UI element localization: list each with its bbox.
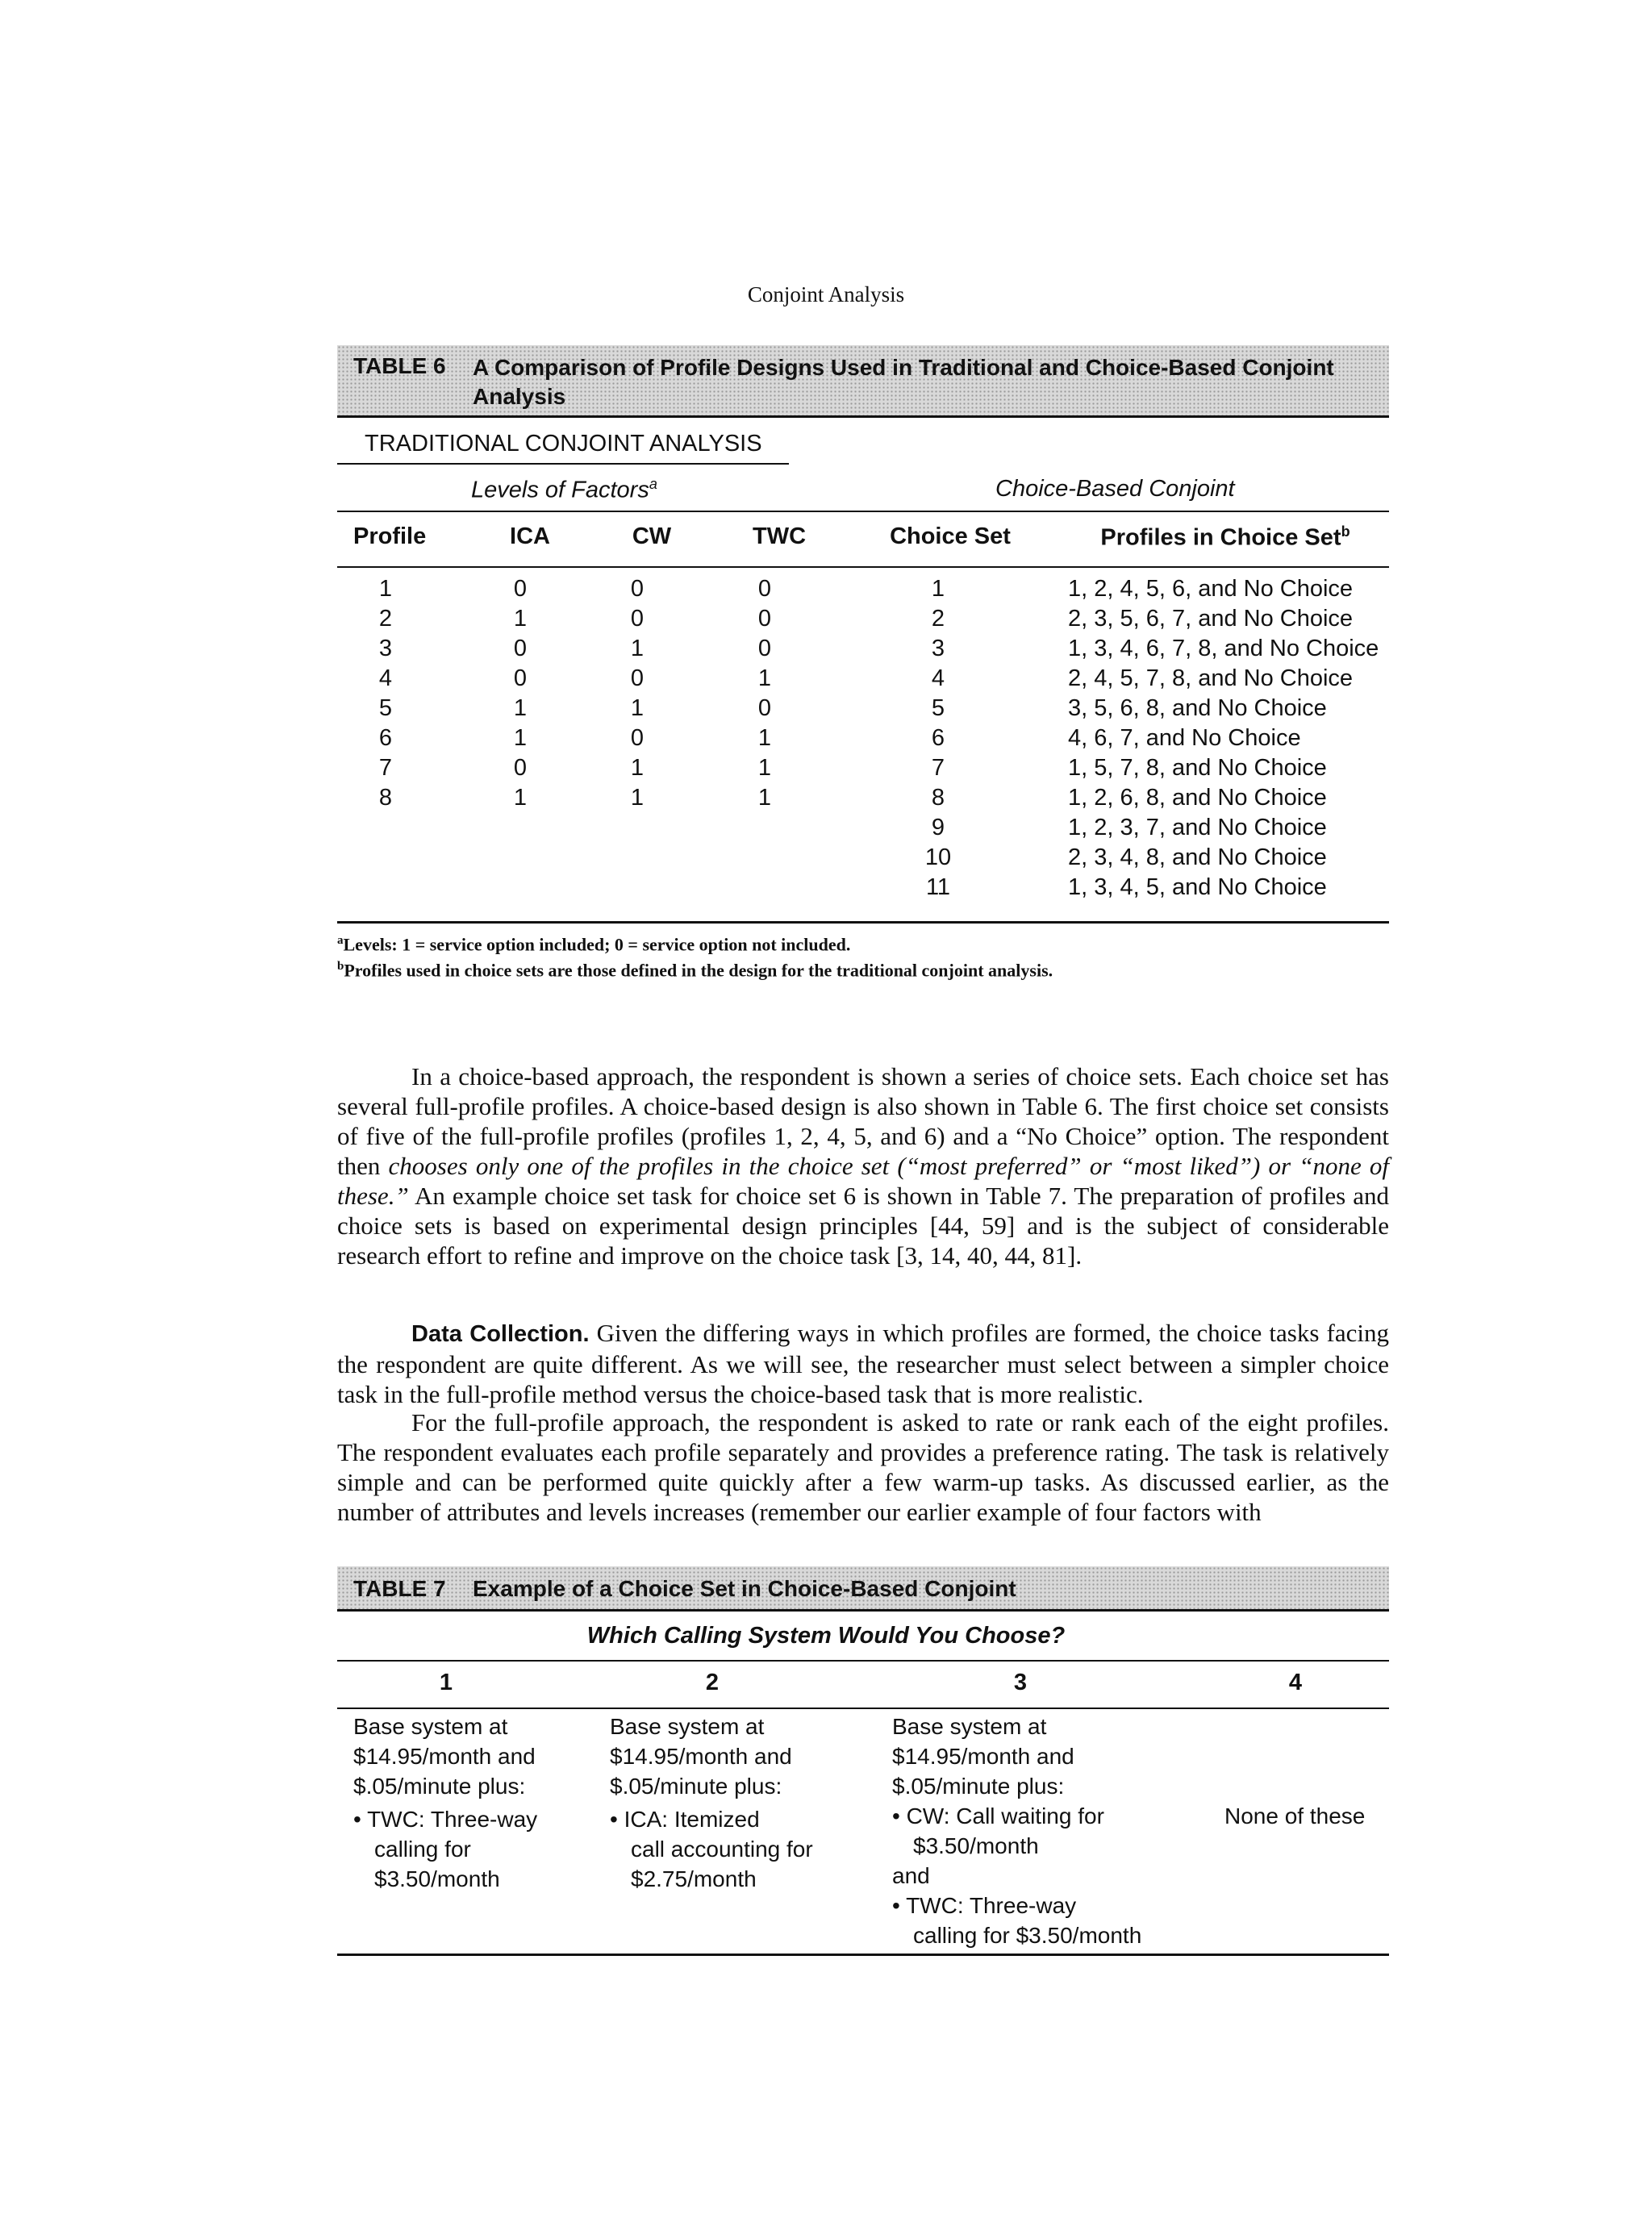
choice-set-profiles: 4, 6, 7, and No Choice (1068, 725, 1301, 751)
table6-caption-bar (337, 345, 1389, 418)
col-ica: ICA (510, 523, 550, 549)
trad-cell: 8 (378, 785, 393, 811)
choice-based-heading: Choice-Based Conjoint (995, 476, 1235, 502)
choice-set-number: 9 (931, 815, 945, 840)
choice-set-number: 10 (924, 844, 952, 870)
t7-col-4: 4 (1288, 1670, 1303, 1695)
paragraph-full-profile: For the full-profile approach, the respondent is asked to rate or rank each of the eight profiles. The respondent evaluates each profile separately and provides a preference rating. The task is relatively simple and can be performed quite quickly after a few warm-up tasks. As discussed earlier, as the number of attributes and levels increases (remember our earlier example of four factors with (337, 1408, 1389, 1526)
trad-cell: 1 (513, 785, 528, 811)
trad-cell: 0 (757, 606, 772, 632)
choice-set-profiles: 1, 3, 4, 6, 7, 8, and No Choice (1068, 636, 1379, 661)
trad-cell: 0 (513, 636, 528, 661)
choice-set-number: 6 (931, 725, 945, 751)
trad-cell: 1 (757, 665, 772, 691)
table7-title: Example of a Choice Set in Choice-Based Conjoint (473, 1576, 1016, 1601)
levels-heading: Levels of Factors$^a$ (471, 476, 657, 503)
choice-set-number: 7 (931, 755, 945, 781)
trad-cell: 0 (513, 576, 528, 602)
table7-caption-bar (337, 1566, 1389, 1612)
paragraph-choice-based: In a choice-based approach, the respondent is shown a series of choice sets. Each choice set has several full-profile profiles. A choice-based design is also shown in Table 6. The first choice set consists of five of the full-profile profiles (profiles 1, 2, 4, 5, and 6) and a “No Choice” option. The respondent then chooses only one of the profiles in the choice set (“most preferred” or “most liked”) or “none of these.” An example choice set task for choice set 6 is shown in Table 7. The preparation of profiles and choice sets is based on experimental design principles [44, 59] and is the subject of considerable research effort to refine and improve on the choice task [3, 14, 40, 44, 81]. (337, 1062, 1390, 1270)
trad-cell: 1 (630, 755, 645, 781)
col-profiles-in-choice-set: Profiles in Choice Set$^b$ (1100, 523, 1350, 551)
choice-set-profiles: 1, 2, 4, 5, 6, and No Choice (1068, 576, 1354, 602)
trad-cell: 1 (513, 725, 528, 751)
col-cw: CW (632, 523, 672, 549)
col-choice-set: Choice Set (890, 523, 1011, 549)
choice-set-profiles: 2, 3, 4, 8, and No Choice (1068, 844, 1327, 870)
t7-option-1: Base system at $14.95/month and $.05/minute plus: • TWC: Three-way calling for $3.50/month (353, 1714, 538, 1891)
table7-rule-upper (337, 1660, 1389, 1662)
choice-set-profiles: 3, 5, 6, 8, and No Choice (1068, 695, 1327, 721)
t7-option-4: None of these (1224, 1803, 1366, 1828)
trad-cell: 1 (757, 725, 772, 751)
trad-cell: 0 (513, 665, 528, 691)
trad-cell: 1 (630, 636, 645, 661)
footnote-b: $^b$Profiles used in choice sets are those defined in the design for the traditional conjoint analysis. (337, 960, 1053, 981)
choice-set-profiles: 1, 2, 3, 7, and No Choice (1068, 815, 1327, 840)
choice-set-number: 2 (931, 606, 945, 632)
header-rule-lower (337, 566, 1389, 568)
trad-cell: 1 (513, 695, 528, 721)
choice-set-number: 5 (931, 695, 945, 721)
table7-rule-mid (337, 1708, 1389, 1709)
footnote-a: $^a$Levels: 1 = service option included; 0 = service option not included. (337, 934, 851, 955)
trad-cell: 0 (630, 665, 645, 691)
traditional-heading: TRADITIONAL CONJOINT ANALYSIS (365, 431, 762, 457)
trad-cell: 0 (630, 725, 645, 751)
table6-title: A Comparison of Profile Designs Used in Traditional and Choice-Based Conjoint Analysis (473, 355, 1334, 409)
trad-cell: 1 (378, 576, 393, 602)
choice-set-profiles: 2, 3, 5, 6, 7, and No Choice (1068, 606, 1354, 632)
choice-set-number: 11 (925, 874, 951, 900)
table7-bottom-rule (337, 1954, 1389, 1956)
trad-cell: 5 (378, 695, 393, 721)
trad-cell: 1 (630, 695, 645, 721)
trad-cell: 1 (757, 785, 772, 811)
choice-set-profiles: 1, 3, 4, 5, and No Choice (1068, 874, 1327, 900)
choice-set-profiles: 1, 5, 7, 8, and No Choice (1068, 755, 1327, 781)
choice-set-profiles: 2, 4, 5, 7, 8, and No Choice (1068, 665, 1354, 691)
t7-option-3: Base system at $14.95/month and $.05/minute plus: • CW: Call waiting for $3.50/month and • TWC: Three-way calling for $3.50/month (892, 1714, 1142, 1948)
header-rule-upper (337, 511, 1389, 512)
trad-cell: 0 (757, 636, 772, 661)
trad-cell: 0 (630, 576, 645, 602)
choice-set-number: 1 (931, 576, 945, 602)
table6-number: TABLE 6 (353, 353, 446, 378)
t7-col-3: 3 (1013, 1670, 1028, 1695)
trad-cell: 1 (757, 755, 772, 781)
t7-col-2: 2 (705, 1670, 720, 1695)
choice-set-number: 8 (931, 785, 945, 811)
trad-cell: 6 (378, 725, 393, 751)
trad-cell: 1 (513, 606, 528, 632)
data-collection-heading: Data Collection. (411, 1321, 590, 1347)
choice-set-profiles: 1, 2, 6, 8, and No Choice (1068, 785, 1327, 811)
trad-cell: 4 (378, 665, 393, 691)
choice-set-number: 4 (931, 665, 945, 691)
trad-cell: 3 (378, 636, 393, 661)
traditional-rule (337, 463, 789, 465)
table7-subtitle: Which Calling System Would You Choose? (586, 1623, 1066, 1649)
trad-cell: 2 (378, 606, 393, 632)
table6-bottom-rule (337, 921, 1389, 924)
choice-set-number: 3 (931, 636, 945, 661)
trad-cell: 1 (630, 785, 645, 811)
col-profile: Profile (353, 523, 427, 549)
running-head: Conjoint Analysis (747, 282, 905, 306)
trad-cell: 0 (757, 576, 772, 602)
col-twc: TWC (752, 523, 807, 549)
paragraph-data-collection: Data Collection. Given the differing ways in which profiles are formed, the choice tasks facing the respondent are quite different. As we will see, the researcher must select between a simpler choice task in the full-profile method versus the choice-based task that is more realistic. (337, 1319, 1389, 1408)
table7-number: TABLE 7 (353, 1576, 446, 1601)
trad-cell: 0 (513, 755, 528, 781)
trad-cell: 0 (630, 606, 645, 632)
t7-col-1: 1 (439, 1670, 453, 1695)
trad-cell: 0 (757, 695, 772, 721)
t7-option-2: Base system at $14.95/month and $.05/minute plus: • ICA: Itemized call accounting for $2.75/month (610, 1714, 813, 1891)
trad-cell: 7 (378, 755, 393, 781)
